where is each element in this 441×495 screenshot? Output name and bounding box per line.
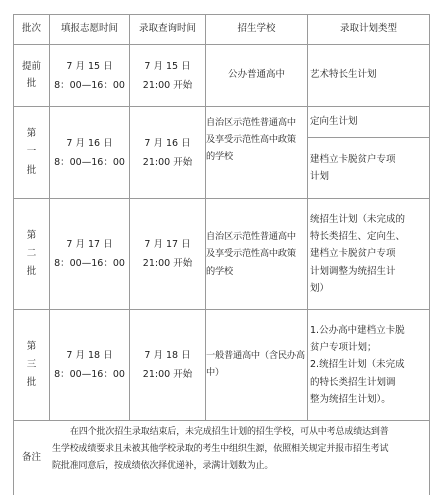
row1-fill-time: 8：00—16：00 — [54, 79, 125, 91]
row4-query-cell — [130, 310, 205, 420]
row4-query-time: 21:00 开始 — [142, 369, 193, 380]
row4-fill-date: 7 月 18 日 — [66, 350, 113, 361]
row2-school: 自治区示范性普通高中 及享受示范性高中政策 的学校 — [206, 117, 296, 163]
row3-query-time: 21:00 开始 — [142, 258, 193, 269]
row1-fill-date: 7 月 15 日 — [66, 60, 113, 72]
row3-query-date: 7 月 17 日 — [144, 239, 191, 250]
row2-fill-cell — [50, 107, 129, 198]
row3-fill-cell — [50, 199, 129, 309]
row4-plan: 1.公办高中建档立卡脱 贫户专项计划； 2.统招生计划（未完成 的特长类招生计划调 整为统招生计划）。 — [310, 325, 405, 405]
row2-plan-b: 建档立卡脱贫户专项 计划 — [310, 153, 396, 182]
row2-fill-date: 7 月 16 日 — [66, 137, 113, 149]
row3-batch: 第 二 批 — [26, 229, 37, 278]
header-plan-type: 录取计划类型 — [339, 23, 397, 35]
note-text: 在四个批次招生录取结束后，未完成招生计划的招生学校，可从中考总成绩达到普 生学校成绩要求且未被其他学校录取的考生中组织生源，依照相关规定并报市招生考试 院批准同意后，按成绩依次择优递补，录满计划数为止。 — [52, 427, 389, 472]
row3-school: 自治区示范性普通高中 及享受示范性高中政策 的学校 — [206, 231, 296, 277]
row2-query-date: 7 月 16 日 — [144, 137, 191, 149]
row1-query-cell — [130, 45, 205, 106]
row2-batch: 第 一 批 — [26, 128, 37, 176]
row4-query-date: 7 月 18 日 — [144, 350, 191, 361]
row4-school: 一般普通高中（含民办高 中） — [206, 350, 305, 378]
row3-query-cell — [130, 199, 205, 309]
row2-fill-time: 8：00—16：00 — [54, 156, 125, 168]
row1-school: 公办普通高中 — [227, 69, 285, 81]
row4-fill-cell — [50, 310, 129, 420]
row3-plan: 统招生计划（未完成的 特长类招生、定向生、 建档立卡脱贫户专项 计划调整为统招生计 划） — [310, 214, 406, 294]
header-batch: 批次 — [21, 23, 41, 35]
row3-fill-time: 8：00—16：00 — [54, 258, 125, 269]
row1-batch: 提前 批 — [21, 61, 41, 89]
header-fill-time: 填报志愿时间 — [60, 23, 118, 35]
header-query-time: 录取查询时间 — [138, 23, 196, 35]
row1-plan: 艺术特长生计划 — [310, 69, 377, 81]
row3-fill-date: 7 月 17 日 — [66, 239, 113, 250]
row1-query-date: 7 月 15 日 — [144, 60, 191, 72]
header-school: 招生学校 — [237, 23, 276, 35]
row2-plan-a: 定向生计划 — [310, 115, 358, 127]
row4-fill-time: 8：00—16：00 — [54, 369, 125, 380]
row2-query-cell — [130, 107, 205, 198]
row1-query-time: 21:00 开始 — [142, 79, 193, 91]
note-label: 备注 — [21, 451, 41, 463]
row4-batch: 第 三 批 — [26, 340, 37, 389]
row1-fill-cell — [50, 45, 129, 106]
row2-query-time: 21:00 开始 — [142, 156, 193, 168]
